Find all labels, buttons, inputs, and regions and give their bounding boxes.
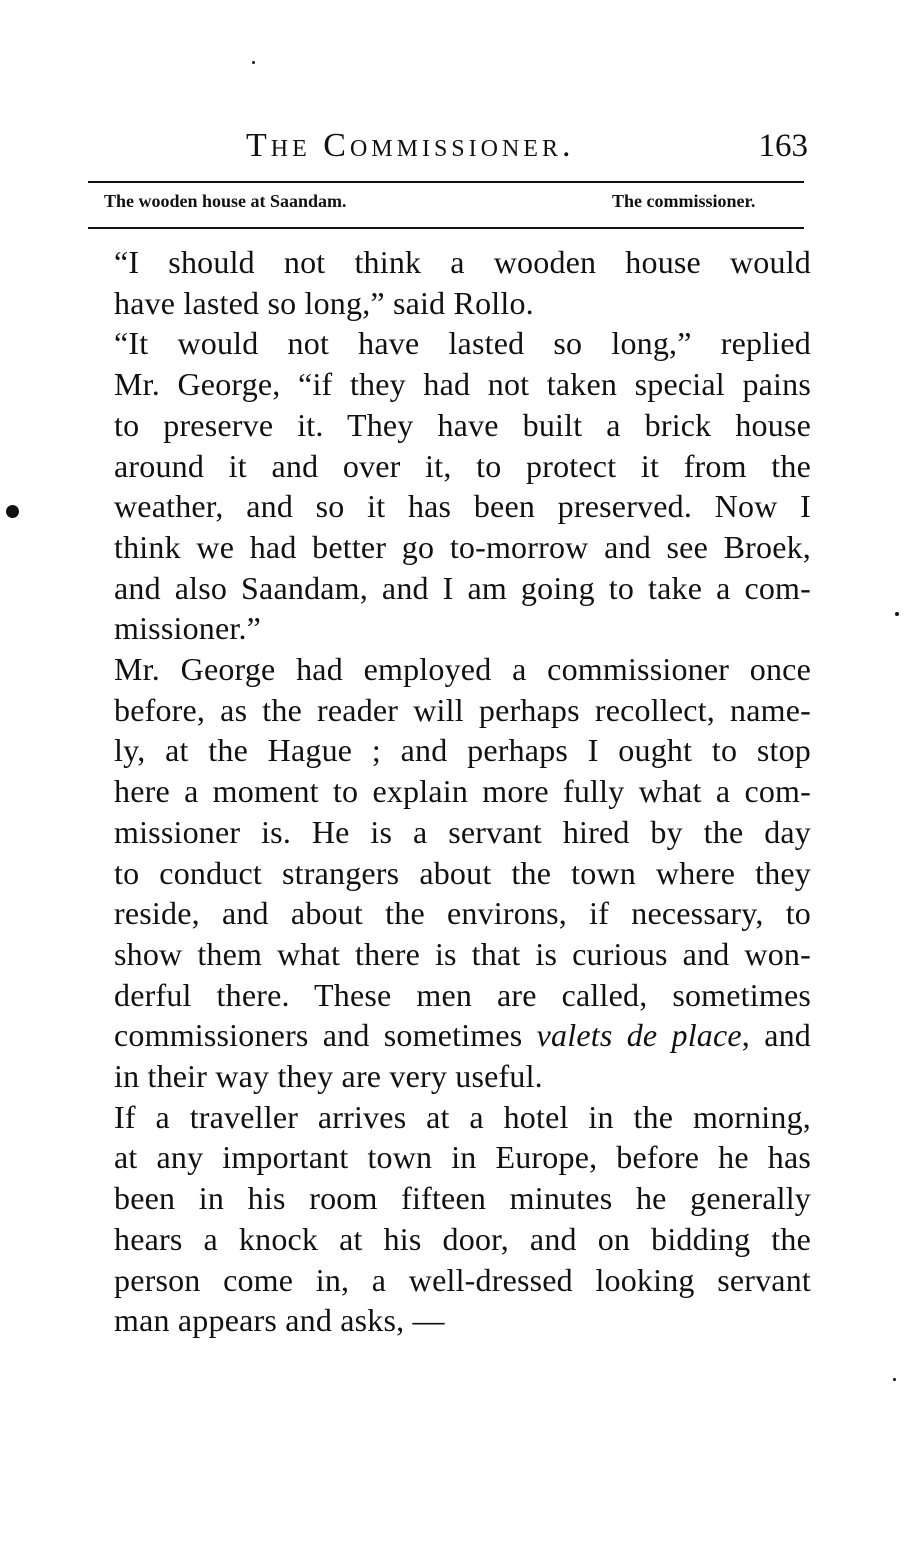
running-head	[88, 126, 808, 170]
text-line: been in his room fifteen minutes he generally	[114, 1180, 811, 1217]
text-line: to conduct strangers about the town where they	[114, 854, 811, 891]
header-rule-bottom	[88, 227, 804, 229]
text-line: missioner is. He is a servant hired by the day	[114, 813, 811, 850]
text-line: reside, and about the environs, if necessary, to	[114, 895, 811, 932]
paragraph-1	[84, 242, 811, 323]
text-line: man appears and asks, —	[114, 1302, 445, 1339]
text-line: hears a knock at his door, and on bidding the	[114, 1220, 811, 1257]
scan-speck	[252, 61, 255, 64]
text-line: to preserve it. They have built a brick house	[114, 406, 811, 443]
text-line: show them what there is that is curious and won-	[114, 935, 811, 972]
text-fragment: , and	[741, 1017, 811, 1054]
text-line: “I should not think a wooden house would	[114, 244, 811, 280]
page-number: 163	[758, 128, 808, 164]
paragraph-2	[84, 323, 811, 649]
text-line: person come in, a well-dressed looking servant	[114, 1261, 811, 1298]
text-fragment: commissioners and sometimes	[114, 1017, 537, 1054]
paragraph-3	[84, 649, 811, 1097]
text-line	[84, 1015, 811, 1056]
text-line: ly, at the Hague ; and perhaps I ought to stop	[114, 732, 811, 769]
header-rule-top	[88, 181, 804, 183]
text-line: derful there. These men are called, sometimes	[114, 976, 811, 1013]
text-line: missioner.”	[114, 610, 262, 647]
right-subheading: The commissioner.	[612, 191, 756, 211]
paragraph-4	[84, 1097, 811, 1341]
text-line: before, as the reader will perhaps recollect, name-	[114, 691, 811, 728]
text-line: have lasted so long,” said Rollo.	[114, 284, 534, 321]
text-line: Mr. George, “if they had not taken special pains	[114, 366, 811, 403]
text-line: weather, and so it has been preserved. Now I	[114, 488, 811, 525]
italic-phrase: valets de place	[536, 1017, 742, 1054]
scan-speck	[6, 505, 19, 518]
page-title: The Commissioner.	[246, 127, 575, 164]
text-line: If a traveller arrives at a hotel in the morning,	[114, 1098, 811, 1135]
body-text	[84, 242, 811, 1341]
text-line: here a moment to explain more fully what a com-	[114, 773, 811, 810]
scan-speck	[895, 612, 899, 616]
text-line: Mr. George had employed a commissioner once	[114, 651, 811, 688]
text-line: at any important town in Europe, before he has	[114, 1139, 811, 1176]
text-line: and also Saandam, and I am going to take a com-	[114, 569, 811, 606]
left-subheading: The wooden house at Saandam.	[104, 191, 347, 211]
text-line: in their way they are very useful.	[114, 1058, 543, 1095]
text-line: “It would not have lasted so long,” replied	[114, 325, 811, 362]
scan-speck	[893, 1378, 896, 1381]
text-line: around it and over it, to protect it from the	[114, 447, 811, 484]
text-line: think we had better go to-morrow and see Broek,	[114, 528, 811, 565]
